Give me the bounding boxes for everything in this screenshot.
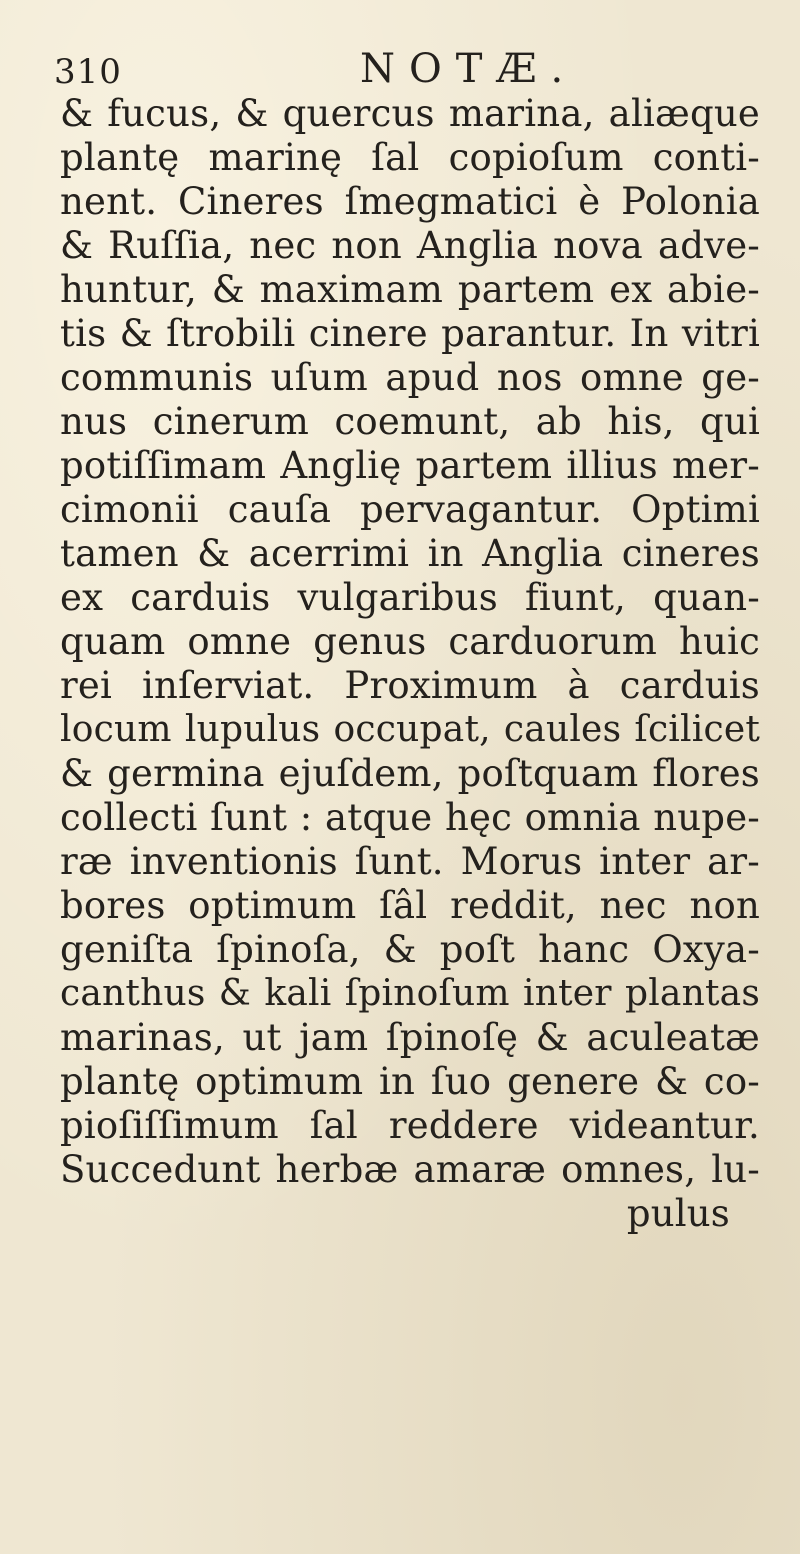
- text-line: ex carduis vulgaribus fiunt, quan-: [60, 576, 760, 619]
- text-line: & germina ejuſdem, poſtquam flores: [60, 752, 760, 795]
- text-line: marinas, ut jam ſpinoſę & aculeatæ: [60, 1016, 760, 1059]
- running-title: NOTÆ.: [360, 46, 578, 92]
- text-line: nus cinerum coemunt, ab his, qui: [60, 400, 760, 443]
- text-line: huntur, & maximam partem ex abie-: [60, 268, 760, 311]
- text-line: & fucus, & quercus marina, aliæque: [60, 92, 760, 135]
- text-line: plantę optimum in ſuo genere & co-: [60, 1060, 760, 1103]
- text-line: quam omne genus carduorum huic: [60, 620, 760, 663]
- text-line: & Ruſſia, nec non Anglia nova adve-: [60, 224, 760, 267]
- body-text: [60, 92, 760, 1236]
- text-line: rei inſerviat. Proximum à carduis: [60, 664, 760, 707]
- text-line: cimonii cauſa pervagantur. Optimi: [60, 488, 760, 531]
- page-number: 310: [54, 52, 122, 92]
- text-line: communis uſum apud nos omne ge-: [60, 356, 760, 399]
- text-line: ræ inventionis ſunt. Morus inter ar-: [60, 840, 760, 883]
- text-line: potiſſimam Anglię partem illius mer-: [60, 444, 760, 487]
- text-line: tamen & acerrimi in Anglia cineres: [60, 532, 760, 575]
- text-line: pioſiſſimum ſal reddere videantur.: [60, 1104, 760, 1147]
- text-line: plantę marinę ſal copioſum conti-: [60, 136, 760, 179]
- catchword: pulus: [626, 1192, 730, 1235]
- text-line: collecti ſunt : atque hęc omnia nupe-: [60, 796, 760, 839]
- text-line: locum lupulus occupat, caules ſcilicet: [60, 709, 760, 750]
- running-head: [50, 38, 770, 98]
- text-line: bores optimum ſâl reddit, nec non: [60, 884, 760, 927]
- text-line: tis & ſtrobili cinere parantur. In vitri: [60, 312, 760, 355]
- text-line: canthus & kali ſpinoſum inter plantas: [60, 973, 760, 1014]
- text-line: nent. Cineres ſmegmatici è Polonia: [60, 180, 760, 223]
- text-line: geniſta ſpinoſa, & poſt hanc Oxya-: [60, 928, 760, 971]
- text-line: Succedunt herbæ amaræ omnes, lu-: [60, 1148, 760, 1191]
